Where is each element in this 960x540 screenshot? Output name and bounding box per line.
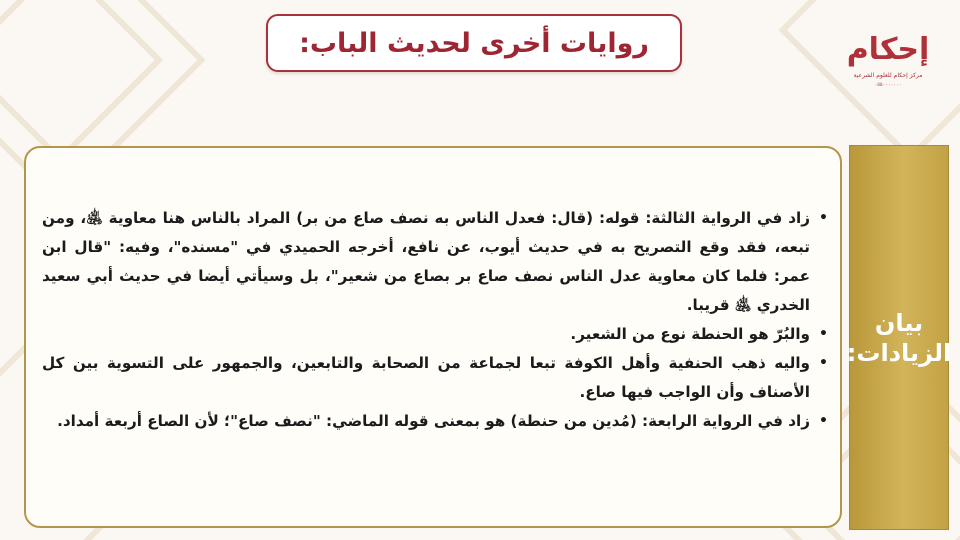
side-panel — [846, 145, 952, 530]
list-item — [42, 349, 832, 407]
list-item — [42, 320, 832, 349]
bullet-text: واليه ذهب الحنفية وأهل الكوفة تبعا لجماعة من الصحابة والتابعين، والجمهور على التسوية بين كل الأصناف وأن الواجب فيها صاع. — [42, 354, 810, 401]
bullet-text: زاد في الرواية الرابعة: (مُدين من حنطة) هو بمعنى قوله الماضي: "نصف صاع"؛ لأن الصاع أربعة أمداد. — [57, 412, 810, 430]
title-banner — [266, 14, 682, 72]
page-title: روايات أخرى لحديث الباب: — [299, 27, 649, 59]
bullet-text: زاد في الرواية الثالثة: قوله: (قال: فعدل الناس به نصف صاع من بر) المراد بالناس هنا معاوية ﵁، ومن تبعه، فقد وقع التصريح به في حديث أيوب، عن نافع، أخرجه الحميدي في "مسنده"، وفيه: "قال ابن عمر: فلما كان معاوية عدل الناس نصف صاع بر بصاع من شعير"، بل وسيأتي أيضا في حديث أبي سعيد الخدري ﵁ قريبا. — [42, 209, 810, 314]
bullet-list — [42, 204, 832, 436]
logo-subtitle: مركز إحكام للعلوم الشرعية — [853, 72, 923, 79]
list-item — [42, 407, 832, 436]
list-item — [42, 204, 832, 320]
bullet-text: والبُرّ هو الحنطة نوع من الشعير. — [570, 325, 810, 343]
bullet-icon: • — [819, 413, 828, 429]
logo-wordmark: إحكام — [846, 32, 930, 67]
logo — [846, 22, 930, 96]
bullet-icon: • — [819, 326, 828, 342]
logo-phone: ٠٥٥٠٠٠٠٠٠٠ — [874, 82, 902, 88]
side-panel-title: بيان الزيادات: — [846, 308, 952, 367]
content-panel — [24, 146, 842, 528]
bullet-icon: • — [819, 210, 828, 226]
bullet-icon: • — [819, 355, 828, 371]
